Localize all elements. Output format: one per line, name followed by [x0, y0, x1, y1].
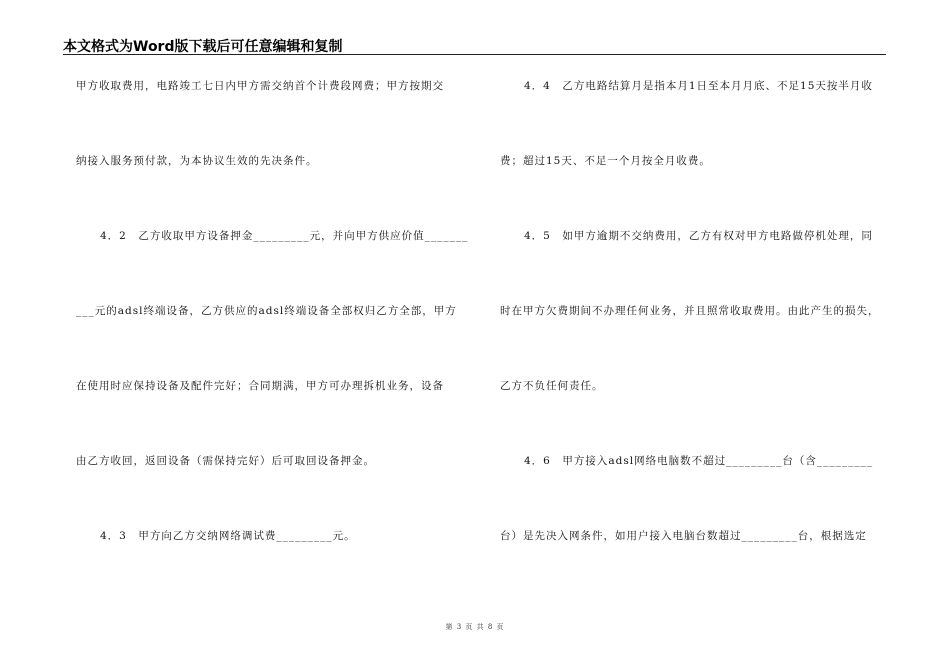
text-line: 甲方收取费用，电路竣工七日内甲方需交纳首个计费段网费；甲方按期交 [76, 80, 444, 92]
text-line: 乙方不负任何责任。 [500, 380, 604, 392]
text-line: 4．6 甲方接入adsl网络电脑数不超过_________台（含_________ [524, 455, 874, 467]
text-line: 4．2 乙方收取甲方设备押金_________元，并向甲方供应价值_______ [100, 230, 469, 242]
text-line: 4．4 乙方电路结算月是指本月1日至本月月底、不足15天按半月收 [524, 80, 873, 92]
text-line: 4．5 如甲方逾期不交纳费用，乙方有权对甲方电路做停机处理，同 [524, 230, 873, 242]
text-line: 4．3 甲方向乙方交纳网络调试费_________元。 [100, 530, 356, 542]
text-line: 时在甲方欠费期间不办理任何业务，并且照常收取费用。由此产生的损失， [500, 305, 880, 317]
text-line: 在使用时应保持设备及配件完好；合同期满，甲方可办理拆机业务，设备 [76, 380, 444, 392]
text-line: 台）是先决入网条件，如用户接入电脑台数超过_________台，根据选定 [500, 530, 867, 542]
page-number: 第 3 页 共 8 页 [445, 623, 505, 631]
header-divider [63, 54, 886, 55]
header-title: 本文格式为Word版下载后可任意编辑和复制 [63, 39, 343, 55]
text-line: 费；超过15天、不足一个月按全月收费。 [500, 155, 711, 167]
text-line: ___元的adsl终端设备，乙方供应的adsl终端设备全部权归乙方全部，甲方 [76, 305, 457, 317]
text-line: 由乙方收回，返回设备（需保持完好）后可取回设备押金。 [76, 455, 375, 467]
text-line: 纳接入服务预付款，为本协议生效的先决条件。 [76, 155, 318, 167]
